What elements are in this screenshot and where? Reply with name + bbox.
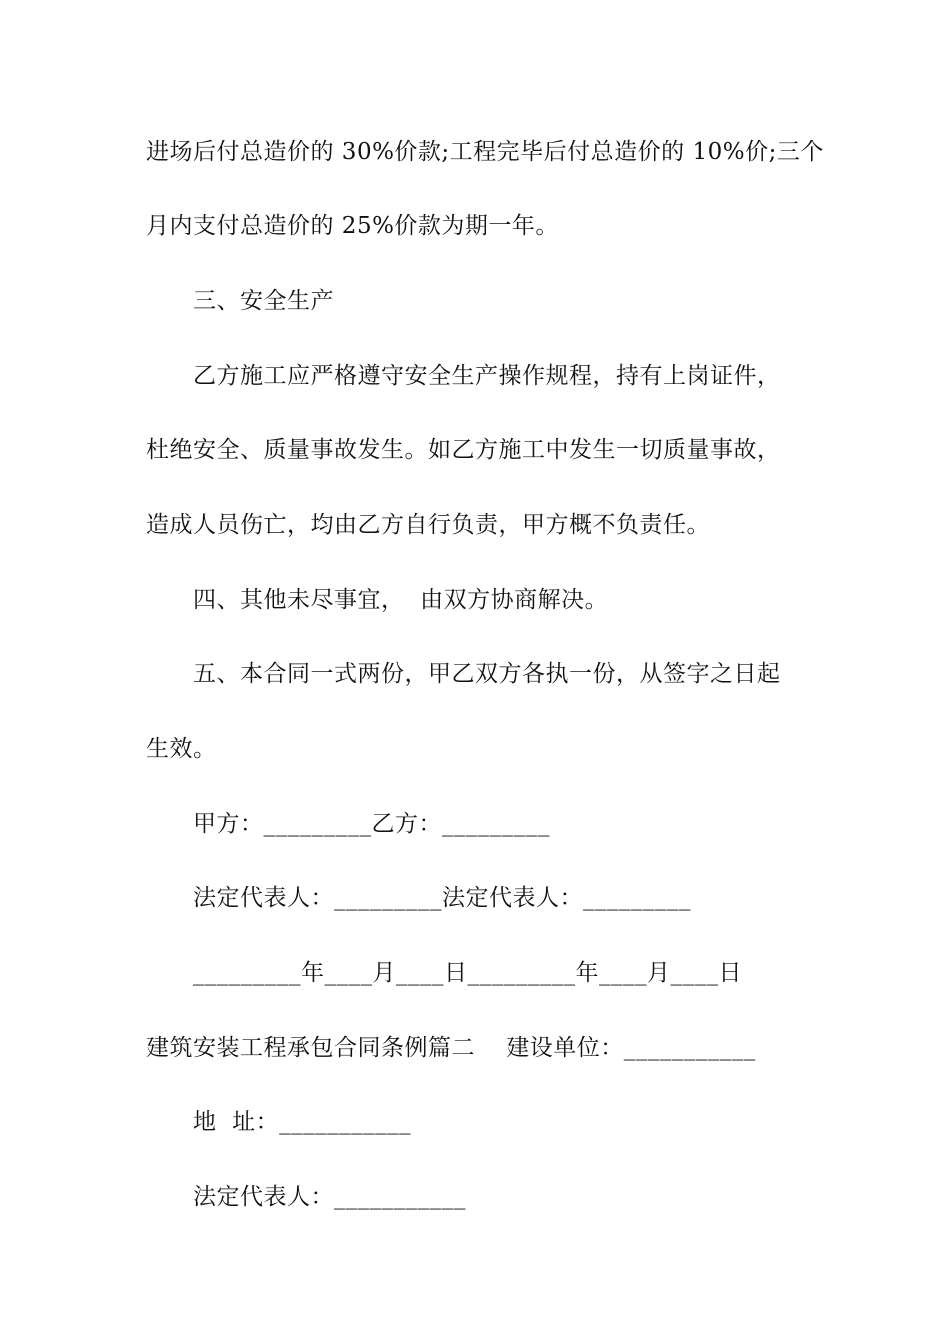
text-line: 进场后付总造价的 30%价款;工程完毕后付总造价的 10%价;三个 (146, 139, 824, 165)
address-field: 地 址：___________ (193, 1109, 412, 1135)
representative-field: 法定代表人：___________ (193, 1184, 466, 1210)
signature-representatives: 法定代表人：_________法定代表人：_________ (193, 885, 691, 911)
text-line: 乙方施工应严格遵守安全生产操作规程，持有上岗证件， (193, 363, 781, 389)
section-title: 建筑安装工程承包合同条例篇二 建设单位：___________ (146, 1035, 756, 1061)
text-line: 五、本合同一式两份，甲乙双方各执一份，从签字之日起 (193, 661, 781, 687)
signature-parties: 甲方：_________乙方：_________ (193, 811, 550, 837)
signature-dates: _________年____月____日_________年____月____日 (193, 960, 742, 986)
section-heading: 三、安全生产 (193, 288, 334, 314)
text-line: 造成人员伤亡，均由乙方自行负责，甲方概不负责任。 (146, 512, 710, 538)
text-line: 月内支付总造价的 25%价款为期一年。 (146, 213, 559, 239)
text-line: 四、其他未尽事宜， 由双方协商解决。 (193, 587, 609, 613)
text-line: 生效。 (146, 736, 217, 762)
text-line: 杜绝安全、质量事故发生。如乙方施工中发生一切质量事故， (146, 437, 781, 463)
